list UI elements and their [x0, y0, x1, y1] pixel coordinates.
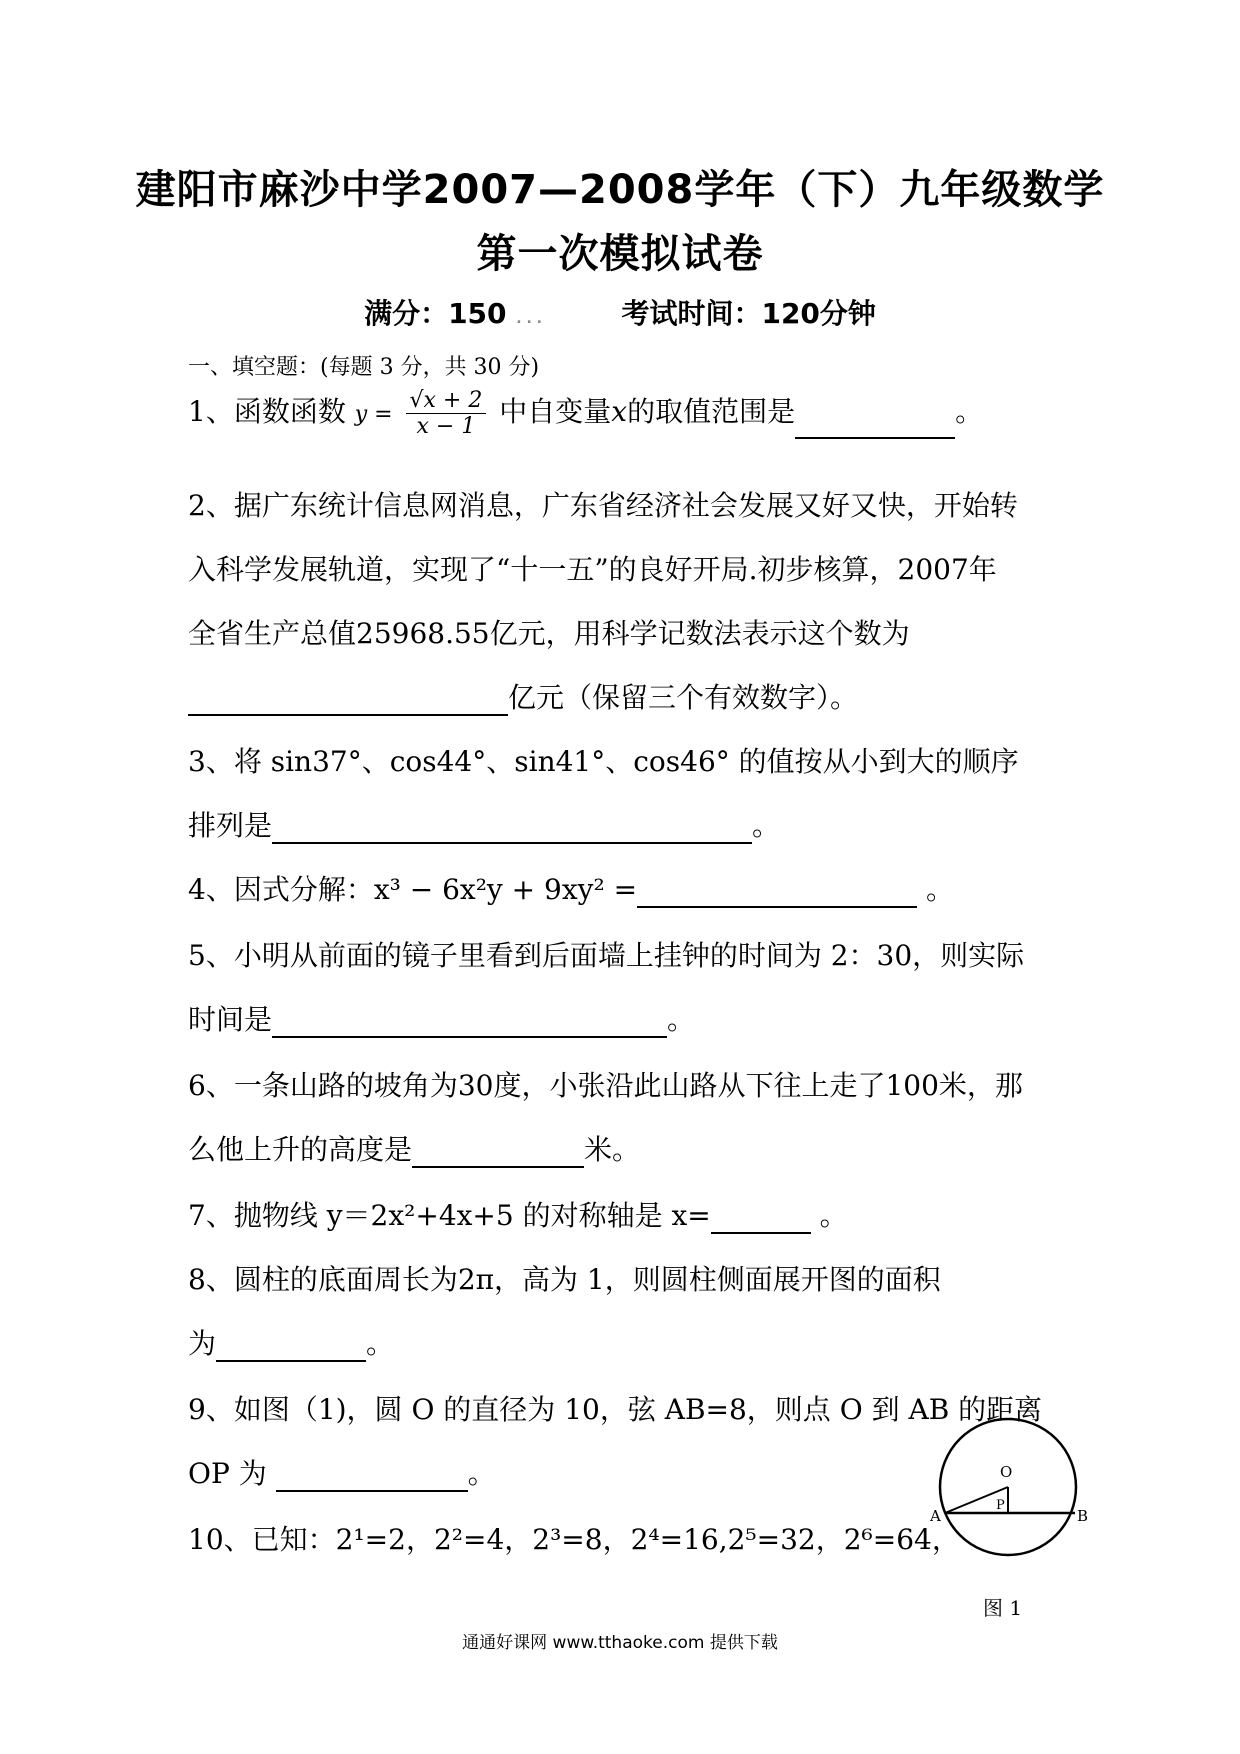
q7-prefix: 7、抛物线 y＝2x²+4x+5 的对称轴是 x=: [188, 1199, 711, 1232]
exam-title-line1: 建阳市麻沙中学2007—2008学年（下）九年级数学: [135, 167, 1105, 213]
q9-prefix: OP 为: [188, 1457, 267, 1490]
q1-denominator: x − 1: [416, 414, 476, 439]
q7-end: 。: [819, 1199, 848, 1232]
q5-line1: 5、小明从前面的镜子里看到后面墙上挂钟的时间为 2：30，则实际: [188, 939, 1025, 972]
q1-suffix1: 中自变量: [499, 395, 612, 428]
q10-line1: 10、已知：2¹=2，2²=4，2³=8，2⁴=16,2⁵=32，2⁶=64，: [188, 1523, 960, 1556]
q9-end: 。: [467, 1457, 496, 1490]
q9-answer-blank[interactable]: [276, 1461, 468, 1492]
q2-line1: 2、据广东统计信息网消息，广东省经济社会发展又好又快，开始转: [188, 489, 1018, 522]
q1-fraction: [406, 388, 487, 439]
q1-end: 。: [955, 395, 984, 428]
footer: 通通好课网 www.tthaoke.com 提供下载: [462, 1633, 778, 1653]
q2-line4: [188, 676, 858, 716]
q8-line1: 8、圆柱的底面周长为2π，高为 1，则圆柱侧面展开图的面积: [188, 1263, 941, 1296]
q5-end: 。: [667, 1003, 696, 1036]
exam-time: 考试时间：120分钟: [621, 297, 876, 330]
q4-end: 。: [925, 873, 954, 906]
q2-answer-blank[interactable]: [188, 685, 508, 716]
q3-line1: 3、将 sin37°、cos44°、sin41°、cos46° 的值按从小到大的顺序: [188, 745, 1019, 778]
exam-meta: [0, 292, 1240, 332]
q3-line2: [188, 804, 780, 844]
exam-title-line2: 第一次模拟试卷: [476, 231, 764, 277]
q5-prefix: 时间是: [188, 1003, 273, 1036]
q6-prefix: 么他上升的高度是: [188, 1133, 413, 1166]
q2-suffix: 亿元（保留三个有效数字）。: [508, 681, 859, 714]
figure-1-circle-diagram: [930, 1395, 1090, 1585]
q4-expression: x³ − 6x²y + 9xy² =: [373, 873, 638, 906]
q1-answer-blank[interactable]: [795, 408, 955, 439]
full-score: 满分：150: [364, 297, 507, 330]
label-b: B: [1077, 1507, 1089, 1525]
meta-dots: . . .: [516, 311, 542, 327]
q3-end: 。: [752, 809, 781, 842]
q9-line1: 9、如图（1)，圆 O 的直径为 10，弦 AB=8，则点 O 到 AB 的距离: [188, 1393, 1043, 1426]
q2-line2: 入科学发展轨道，实现了“十一五”的良好开局.初步核算，2007年: [188, 553, 997, 586]
q8-line2: [188, 1322, 394, 1362]
q1-var: x: [611, 395, 628, 428]
q5-answer-blank[interactable]: [272, 1007, 667, 1038]
question-7: [188, 1194, 848, 1234]
q6-line2: [188, 1128, 640, 1168]
q6-line1: 6、一条山路的坡角为30度，小张沿此山路从下往上走了100米，那: [188, 1069, 1023, 1102]
q7-answer-blank[interactable]: [711, 1203, 811, 1234]
q5-line2: [188, 998, 695, 1038]
q1-y: y =: [354, 402, 393, 427]
section-heading: 一、填空题：(每题 3 分，共 30 分): [188, 355, 540, 380]
label-p: P: [996, 1498, 1005, 1513]
q4-prefix: 4、因式分解：: [188, 873, 374, 906]
q8-answer-blank[interactable]: [216, 1331, 366, 1362]
q1-prefix: 1、函数函数: [188, 395, 346, 428]
q3-prefix: 排列是: [188, 809, 273, 842]
q2-line3: 全省生产总值25968.55亿元，用科学记数法表示这个数为: [188, 617, 910, 650]
q9-line2: [188, 1452, 496, 1492]
q6-end: 米。: [584, 1133, 641, 1166]
question-4: [188, 868, 954, 908]
label-o: O: [1000, 1463, 1013, 1481]
q3-answer-blank[interactable]: [272, 813, 752, 844]
question-1: [188, 388, 983, 439]
label-a: A: [930, 1507, 941, 1525]
q1-numerator: √x + 2: [406, 388, 487, 414]
q1-suffix2: 的取值范围是: [627, 395, 796, 428]
q8-end: 。: [366, 1327, 395, 1360]
q4-answer-blank[interactable]: [637, 877, 917, 908]
q8-prefix: 为: [188, 1327, 217, 1360]
figure-1-caption: 图 1: [983, 1596, 1023, 1620]
q6-answer-blank[interactable]: [412, 1137, 584, 1168]
